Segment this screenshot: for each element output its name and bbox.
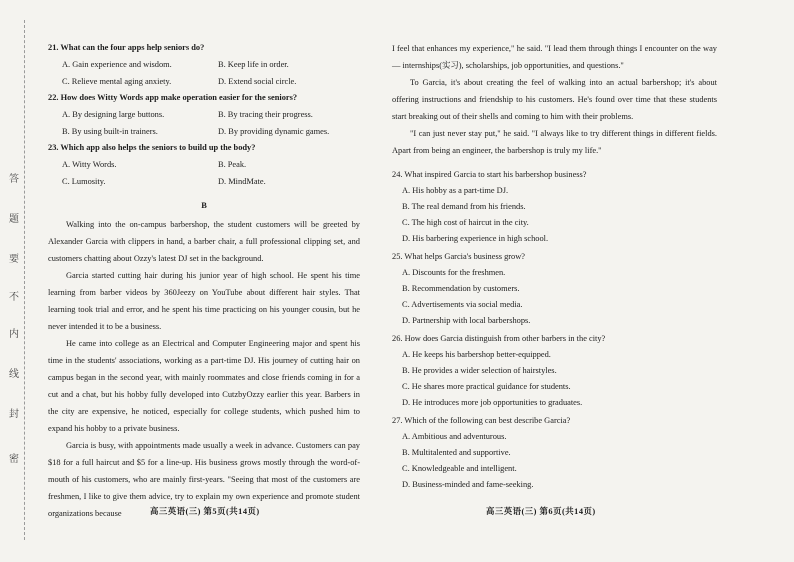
margin-char: 内 — [9, 329, 19, 340]
option-a: A. His hobby as a part-time DJ. — [402, 186, 509, 195]
section-heading: B — [201, 201, 207, 210]
page-footer: 高三英语(三) 第6页(共14页) — [486, 507, 596, 516]
question-stem: 26. How does Garcia distinguish from other barbers in the city? — [392, 334, 606, 343]
option-c: C. Relieve mental aging anxiety. — [62, 77, 172, 86]
passage-paragraph: To Garcia, it's about creating the feel of walking into an actual barbershop; it's about offering instructions and friendship to his customers. He's found over time that these students start breaking out of their shells and coming to him with their problems. — [392, 78, 717, 121]
option-a: A. Gain experience and wisdom. — [62, 60, 172, 69]
option-a: A. Ambitious and adventurous. — [402, 432, 507, 441]
left-page — [0, 0, 392, 562]
option-b: B. The real demand from his friends. — [402, 202, 526, 211]
option-c: C. Knowledgeable and intelligent. — [402, 464, 517, 473]
option-b: B. He provides a wider selection of hairstyles. — [402, 366, 557, 375]
margin-char: 题 — [9, 214, 19, 225]
question-stem: 21. What can the four apps help seniors do? — [48, 43, 205, 52]
question-27 — [392, 415, 717, 490]
option-c: C. The high cost of haircut in the city. — [402, 218, 529, 227]
option-d: D. His barbering experience in high school. — [402, 234, 549, 243]
option-b: B. Peak. — [218, 160, 247, 169]
question-25 — [392, 251, 717, 326]
question-26 — [392, 333, 717, 408]
option-a: A. Witty Words. — [62, 160, 117, 169]
question-22 — [48, 92, 360, 137]
margin-char: 答 — [9, 174, 19, 185]
question-stem: 23. Which app also helps the seniors to build up the body? — [48, 143, 256, 152]
option-b: B. Keep life in order. — [218, 60, 289, 69]
option-b: B. Recommendation by customers. — [402, 284, 520, 293]
option-b: B. Multitalented and supportive. — [402, 448, 511, 457]
option-a: A. Discounts for the freshmen. — [402, 268, 506, 277]
question-stem: 25. What helps Garcia's business grow? — [392, 252, 525, 261]
option-d: D. He introduces more job opportunities to graduates. — [402, 398, 583, 407]
question-24 — [392, 169, 717, 244]
question-stem: 24. What inspired Garcia to start his barbershop business? — [392, 170, 587, 179]
margin-char: 密 — [9, 454, 19, 465]
option-d: D. Extend social circle. — [218, 77, 297, 86]
option-c: C. He shares more practical guidance for students. — [402, 382, 571, 391]
margin-char: 不 — [9, 292, 19, 303]
page-footer: 高三英语(三) 第5页(共14页) — [150, 507, 260, 516]
option-c: B. By using built-in trainers. — [62, 127, 158, 136]
passage-paragraph: He came into college as an Electrical and Computer Engineering major and spent his time in the students' associations, working as a part-time DJ. His journey of cutting hair on campus began in the second year, with mainly roommates and close friends coming in for a cut and a chat, but his hobby fully developed into CutzbyOzzy earlier this year. Barbers in the city are expensive, he noticed, especially for college students, which pushed him to expand his hobby to a private business. — [48, 339, 360, 433]
question-stem: 27. Which of the following can best describe Garcia? — [392, 416, 571, 425]
passage-paragraph: "I can just never stay put," he said. "I always like to try different things in different fields. Apart from being an engineer, the barbershop is truly my life." — [392, 129, 717, 155]
question-stem: 22. How does Witty Words app make operation easier for the seniors? — [48, 93, 298, 102]
option-d: D. Partnership with local barbershops. — [402, 316, 531, 325]
option-d: D. By providing dynamic games. — [218, 127, 330, 136]
margin-char: 线 — [9, 369, 19, 380]
question-21 — [48, 42, 360, 87]
left-column — [48, 40, 360, 522]
option-a: A. He keeps his barbershop better-equipped. — [402, 350, 551, 359]
margin-char: 封 — [9, 409, 19, 420]
question-23 — [48, 142, 360, 187]
passage-paragraph: Garcia started cutting hair during his junior year of high school. He spent his time learning from barber videos by 360Jeezy on YouTube about different hair styles. That learning took trial and error, and he spent his time practicing on his younger cousin, but he never intended it to be a business. — [48, 271, 360, 331]
option-d: D. MindMate. — [218, 177, 266, 186]
passage-paragraph: I feel that enhances my experience," he said. "I lead them through things I encounter on the way — internships(实习), scholarships, job opportunities, and questions." — [392, 44, 717, 70]
option-d: D. Business-minded and fame-seeking. — [402, 480, 534, 489]
option-a: A. By designing large buttons. — [62, 110, 165, 119]
passage-paragraph: Garcia is busy, with appointments made usually a week in advance. Customers can pay $18 for a full haircut and $5 for a line-up. His business grows mostly through the word-of-mouth of his customers, who are mainly first-years. "Seeing that most of the customers are freshmen, I like to give them advice, try to explain my own experience and promote student organizations because — [48, 441, 360, 518]
option-b: B. By tracing their progress. — [218, 110, 313, 119]
option-c: C. Lumosity. — [62, 177, 106, 186]
passage-paragraph: Walking into the on-campus barbershop, the student customers will be greeted by Alexander Garcia with clippers in hand, a barber chair, a full professional clipping set, and customers chatting about Ozzy's latest DJ set in the background. — [48, 220, 360, 263]
option-c: C. Advertisements via social media. — [402, 300, 523, 309]
margin-char: 要 — [9, 254, 19, 265]
right-page — [392, 0, 794, 562]
right-column — [392, 40, 717, 497]
binding-margin — [4, 20, 25, 540]
